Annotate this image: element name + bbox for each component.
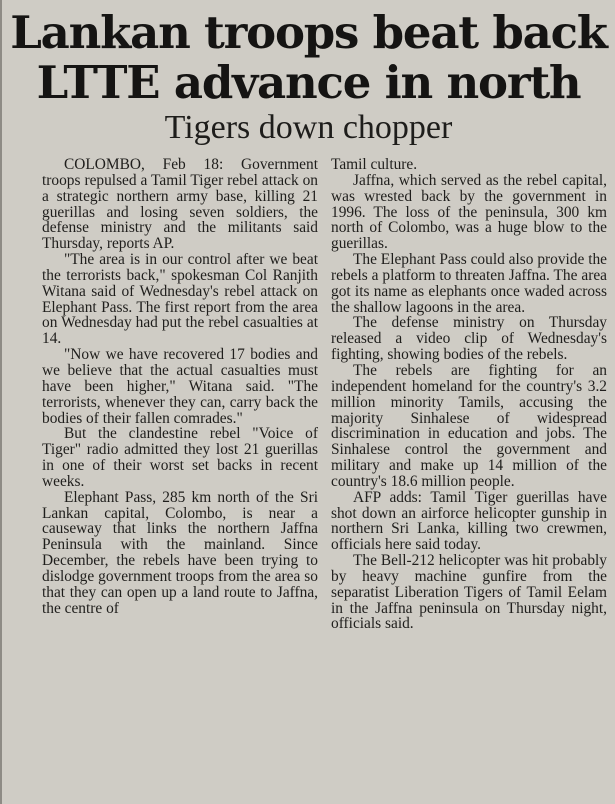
paragraph: COLOMBO, Feb 18: Government troops repulsed a Tamil Tiger rebel attack on a strategic northern army base, killing 21 guerillas and losing seven soldiers, the defense ministry and the militants said Thursday, reports AP.: [42, 156, 318, 253]
paragraph: AFP adds: Tamil Tiger guerillas have shot down an airforce helicopter gunship in northern Sri Lanka, killing two crewmen, officials here said today.: [331, 488, 607, 554]
paragraph: The rebels are fighting for an independent homeland for the country's 3.2 million minority Tamils, accusing the majority Sinhalese of widespread discrimination in education and jobs. The Sinhalese control the government and military and make up 14 million of the country's 18.6 million people.: [331, 361, 607, 490]
article-column-left: [42, 157, 318, 616]
paragraph: Elephant Pass, 285 km north of the Sri Lankan capital, Colombo, is near a causeway that links the northern Jaffna Peninsula with the mainland. Since December, the rebels have been trying to dislodge government troops from the area so that they can open up a land route to Jaffna, the centre of: [42, 488, 318, 617]
article-column-right: [331, 157, 607, 632]
paragraph-continuation: Tamil culture.: [331, 156, 418, 173]
subheadline: Tigers down chopper: [164, 109, 453, 146]
headline: Lankan troops beat back LTTE advance in north: [10, 6, 607, 109]
paragraph: The defense ministry on Thursday released a video clip of Wednesday's fighting, showing bodies of the rebels.: [331, 314, 607, 364]
paragraph: The Bell-212 helicopter was hit probably by heavy machine gunfire from the separatist Liberation Tigers of Tamil Eelam in the Jaffna peninsula on Thursday night, officials said.: [331, 552, 607, 633]
paragraph: "The area is in our control after we beat the terrorists back," spokesman Col Ranjith Witana said of Wednesday's rebel attack on Elephant Pass. The first report from the area on Wednesday had put the rebel casualties at 14.: [42, 251, 318, 348]
paragraph: "Now we have recovered 17 bodies and we believe that the actual casualties must have been higher," Witana said. "The terrorists, whenever they can, carry back the bodies of their fallen comrades.": [42, 346, 318, 427]
paragraph: But the clandestine rebel "Voice of Tiger" radio admitted they lost 21 guerillas in one of their worst set backs in recent weeks.: [42, 425, 318, 490]
paragraph: The Elephant Pass could also provide the rebels a platform to threaten Jaffna. The area got its name as elephants once waded across the shallow lagoons in the area.: [331, 251, 607, 316]
paragraph: Jaffna, which served as the rebel capital, was wrested back by the government in 1996. The loss of the peninsula, 300 km north of Colombo, was a huge blow to the guerillas.: [331, 171, 607, 253]
